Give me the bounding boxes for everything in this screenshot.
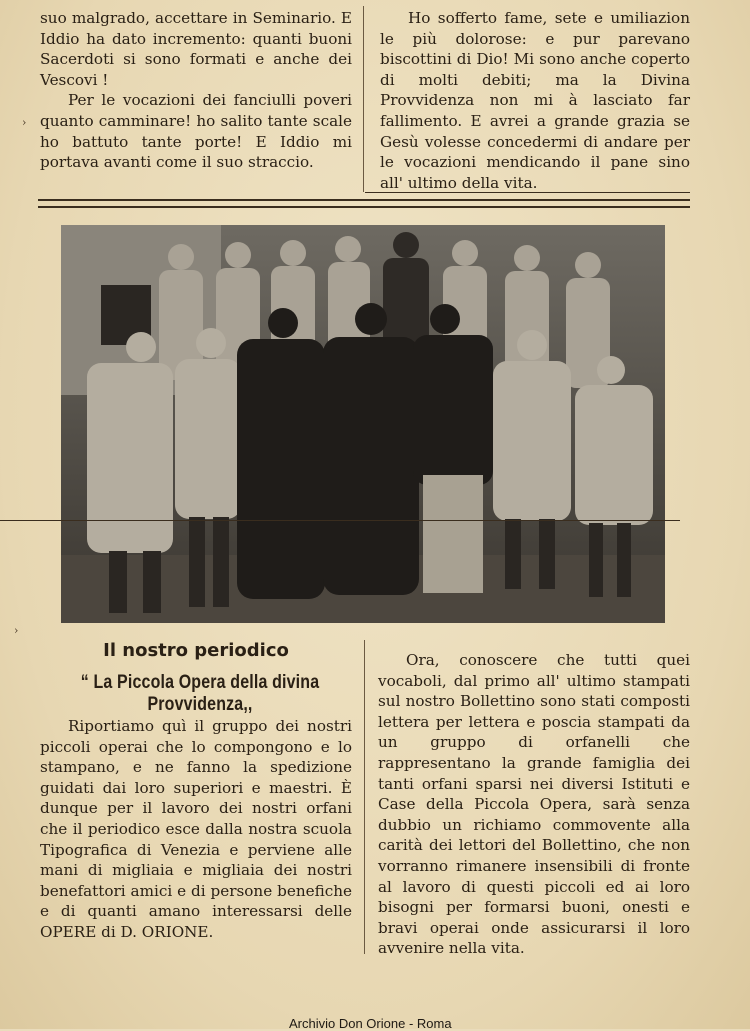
- bottom-left-paragraph: Riportiamo quì il gruppo dei nostri piccoli operai che lo compongono e lo stampano, e ne fanno la spedizione guidati dai loro superiori e maestri. È dunque per il lavoro dei nostri orfani che il periodico esce dalla nostra scuola Tipografica di Venezia e perviene alle mani di migliaia e migliaia dei nostri benefattori amici e di persone benefiche e di quanti amano interessarsi delle OPERE di D. ORIONE.: [40, 717, 352, 941]
- periodical-title: “ La Piccola Opera della divina Provvidenza,,: [80, 672, 320, 715]
- top-right-rule: [365, 192, 690, 193]
- top-left-paragraph-1: suo malgrado, accettare in Seminario. E Iddio ha dato incremento: quanti buoni Sacerdoti si sono formati e anche dei Vescovi !: [40, 9, 352, 89]
- archive-footer: Archivio Don Orione - Roma: [289, 1016, 452, 1031]
- top-column-divider: [363, 6, 364, 192]
- section-heading: Il nostro periodico: [103, 640, 289, 661]
- top-right-column: [380, 8, 690, 193]
- top-right-paragraph: Ho sofferto fame, sete e umiliazion le più dolorose: e pur parevano biscottini di Dio! Mi sono anche coperto di molti debiti; ma la Divina Provvidenza non mi à lasciato far fallimento. E avrei a grande grazia se Gesù volesse concedermi di andare per le vocazioni mendicando il pane sino all' ultimo della vita.: [380, 9, 690, 192]
- margin-mark: ›: [22, 116, 27, 129]
- crease-line: [0, 520, 680, 521]
- top-left-column: [40, 8, 352, 173]
- group-photo-icon: [61, 225, 665, 623]
- top-left-paragraph-2: Per le vocazioni dei fanciulli poveri quanto camminare! ho salito tante scale ho battuto tante porte! E Iddio mi portava avanti come il suo straccio.: [40, 91, 352, 172]
- double-rule: [38, 199, 690, 208]
- bottom-right-paragraph: Ora, conoscere che tutti quei vocaboli, dal primo all' ultimo stampati sul nostro Bollettino sono stati composti lettera per lettera e poscia stampati da un gruppo di orfanelli che rappresentano la grande famiglia dei tanti orfani sparsi nei diversi Istituti e Case della Piccola Opera, sarà senza dubbio un richiamo commovente alla carità dei lettori del Bollettino, che non vorranno rimanere insensibili di fronte al lavoro di questi piccoli ed ai loro bisogni per formarsi buoni, onesti e bravi operai onde assicurarsi il loro avvenire nella vita.: [378, 651, 690, 958]
- margin-mark: ›: [14, 624, 19, 637]
- bottom-left-column: [40, 716, 352, 943]
- bottom-right-column: [378, 650, 690, 959]
- bottom-column-divider: [364, 640, 365, 954]
- group-photo: [61, 225, 665, 623]
